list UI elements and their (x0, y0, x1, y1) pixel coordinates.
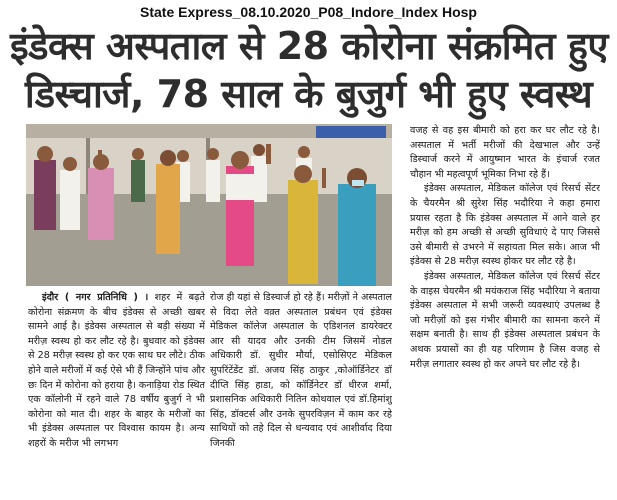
article-column-1 (28, 291, 205, 496)
article-dateline: इंदौर ( नगर प्रतिनिधि ) । (42, 292, 149, 303)
article-text-col1: शहर में बढ़ते कोरोना संक्रमण के बीच इंडेक्स से अच्छी खबर सामने आई है। इंडेक्स अस्पताल से बड़ी संख्या में मरीज़ स्वस्थ हो कर लौट रहे है। बुधवार को इंडेक्स से 28 मरीज़ स्वस्थ हो कर एक साथ घर लौटे। ठीक होने वाले मरीजों में कई ऐसे भी हैं जिन्होंने पांच और छः दिन में कोरोना को हराया है। कनाड़िया रोड स्थित एक कॉलोनी में रहने वाले 78 वर्षीय बुजुर्ग ने भी कोरोना को मात दी। शहर के बाहर के मरीजों का भी इंडेक्स अस्पताल पर विश्वास कायम है। अन्य शहरों के मरीज भी लगभग (28, 292, 205, 449)
article-text-col3-p1: वजह से वह इस बीमारी को हरा कर घर लौट रहे है। अस्पताल में भर्ती मरीजों की देखभाल और उन्हें डिस्चार्ज करने में आयुष्मान भारत के इंचार्ज रजत चौहान भी महत्वपूर्ण भूमिका निभा रहे हैं। (410, 125, 600, 180)
headline-line-2: डिस्चार्ज, 78 साल के बुजुर्ग भी हुए स्वस्थ (24, 72, 593, 116)
article-column-2 (210, 291, 392, 496)
headline (10, 22, 607, 118)
page-slug: State Express_08.10.2020_P08_Indore_Index Hosp (140, 4, 477, 20)
headline-line-1: इंडेक्स अस्पताल से 28 कोरोना संक्रमित हुए (10, 24, 608, 68)
article-paragraph-1 (28, 291, 205, 452)
article-text-col2: रोज ही यहां से डिस्चार्ज हो रहे हैं। मरीज़ों ने अस्पताल से विदा लेते वक़्त अस्पताल प्रबंधन एवं इंडेक्स मेडिकल कॉलेज अस्पताल के एडिशनल डायरेक्टर आर सी यादव और उनकी टीम जिसमें नोडल अधिकारी डॉ. सुधीर मौर्या, एसोसिएट मेडिकल सुपरिंटेंडेंट डॉ. अजय सिंह ठाकुर ,कोऑर्डिनेटर डॉ दीप्ति सिंह हाडा, को कॉर्डिनेटर डॉ धीरज शर्मा, प्रशासनिक अधिकारी नितिन कोथवाल एवं डॉ.हिमांशु सिंह, डॉक्टर्स और उनके सुपरविज़न में काम कर रहे साथियों को तहे दिल से धन्यवाद एवं आशीर्वाद दिया जिनकी (210, 292, 392, 449)
news-photo (26, 124, 392, 286)
article-text-col3-p2: इंडेक्स अस्पताल, मेडिकल कॉलेज एवं रिसर्च सेंटर के चैयरमैन श्री सुरेश सिंह भदौरिया ने कहा हमारा प्रयास रहता है कि इंडेक्स अस्पताल में आने वाले हर मरीज़ को हम अच्छी से अच्छी सुविधाएं दे पाए जिससे उसे बीमारी से उभरने में सहायता मिल सके। आज भी इंडेक्स से 28 मरीज़ स्वस्थ होकर घर लौट रहे है। (410, 183, 600, 268)
article-text-col3-p3: इंडेक्स अस्पताल, मेडिकल कॉलेज एवं रिसर्च सेंटर के वाइस चेयरमैन श्री मयंकराज सिंह भदौरिया ने बताया इंडेक्स अस्पताल में सभी जरूरी व्यवस्थाएं उपलब्ध है जो मरीज़ों को इस गंभीर बीमारी का सामना करने में सक्षम बनाती है। साथ ही इंडेक्स अस्पताल प्रबंधन के अथक प्रयासों का ही यह परिणाम है जिस वजह से मरीज़ लगातार स्वस्थ हो कर अपने घर लौट रहे है। (410, 270, 600, 370)
article-column-3 (410, 124, 600, 494)
photo-signboard (316, 126, 386, 138)
photo-discharged-patients-illustration (26, 124, 392, 286)
photo-floor (26, 194, 392, 286)
